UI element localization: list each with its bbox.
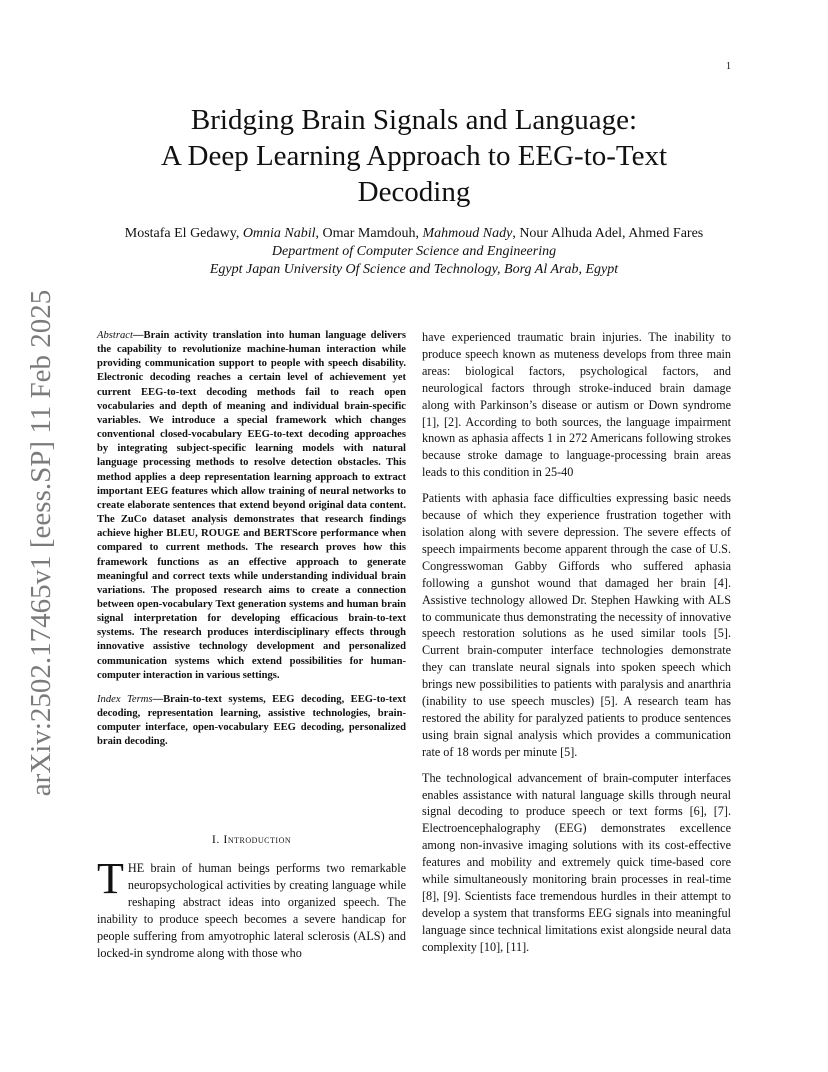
author-department: Department of Computer Science and Engineering xyxy=(271,244,557,259)
author-name: Mostafa El Gedawy xyxy=(124,226,236,241)
right-column xyxy=(422,329,731,965)
intro-text: brain of human beings performs two remarkable neuropsychological activities by creating language while reshaping abstract ideas into organized speech. The inability to produce speech becomes a severe handicap for people suffering from amyotrophic lateral sclerosis (ALS) and locked-in syndrome along with those who xyxy=(97,861,406,960)
title-line: Decoding xyxy=(357,176,471,208)
title-block xyxy=(90,102,738,279)
author-name: Ahmed Fares xyxy=(628,226,704,241)
title-line: A Deep Learning Approach to EEG-to-Text xyxy=(160,140,668,172)
index-terms xyxy=(97,693,406,750)
intro-first-word: HE xyxy=(127,861,145,876)
abstract-label: Abstract xyxy=(97,330,133,341)
author-name: Nour Alhuda Adel xyxy=(519,226,622,241)
index-terms-text: —Brain-to-text systems, EEG decoding, EEG-to-text decoding, representation learning, assistive technologies, brain-computer interface, open-vocabulary EEG decoding, personalized brain decoding. xyxy=(97,693,406,748)
author-affiliation: Egypt Japan University Of Science and Technology, Borg Al Arab, Egypt xyxy=(209,262,619,277)
abstract xyxy=(97,329,406,683)
paper-title xyxy=(90,102,738,210)
author-separator: , xyxy=(415,226,423,241)
page-number: 1 xyxy=(726,61,731,72)
title-line: Bridging Brain Signals and Language: xyxy=(190,104,638,136)
section-heading: I. Introduction xyxy=(211,831,292,846)
body-paragraph: have experienced traumatic brain injuries. The inability to produce speech known as muteness develops from three main areas: biological factors, psychological factors, and neurological factors through stroke-induced brain damage along with Parkinson’s disease or autism or Down syndrome [1], [2]. According to both sources, the language impairment known as aphasia affects 1 in 272 Americans following strokes because stroke damage to language-processing brain areas leads to this condition in 25-40 xyxy=(422,330,731,480)
author-name: Omnia Nabil xyxy=(242,226,316,241)
drop-cap: T xyxy=(97,854,124,904)
body-paragraph: Patients with aphasia face difficulties expressing basic needs because of which they experience frustration together with isolation along with severe depression. The severe effects of speech impairments become apparent through the case of U.S. Congresswoman Gabby Giffords who suffered aphasia following a gunshot wound that damaged her brain [4]. Assistive technology allowed Dr. Stephen Hawking with ALS to communicate thus demonstrating the necessity of innovative speech restoration solutions as he used similar tools [5]. Current brain-computer interface technologies demonstrate they can translate neural signals into spoken speech which brings new possibilities to patients with paralysis and anarthria (inability to use speech muscles) [5]. A research team has restored the ability for paralyzed patients to produce sentences using brain signal analysis which provides a communication rate of 18 words per minute [5]. xyxy=(422,491,731,759)
body-paragraph: The technological advancement of brain-computer interfaces enables assistance with natural language skills through neural signal decoding to produce speech or text forms [6], [7]. Electroencephalography (EEG) demonstrates excellence among non-invasive imaging solutions with its cost-effective features and mobility and extremely quick time-based core while simultaneously monitoring brain processes in real-time [8], [9]. Scientists face tremendous hurdles in their attempt to develop a system that transforms EEG signals into meaningful language since technical limitations exist alongside neural data complexity [10], [11]. xyxy=(422,770,731,954)
author-separator: , xyxy=(621,226,629,241)
author-separator: , xyxy=(315,226,323,241)
author-separator: , xyxy=(512,226,520,241)
index-terms-label: Index Terms xyxy=(97,693,153,705)
abstract-text: —Brain activity translation into human language delivers the capability to revolutionize machine-human interaction while providing communication support to people with speech disability. Electronic decoding reaches a certain level of achievement yet current EEG-to-text decoding methods fail to reach open vocabularies and depth of meaning and individual brain-specific variables. We introduce a special framework which changes conventional closed-vocabulary EEG-to-text decoding approaches by integrating subject-specific learning models with natural language processing methods to resolve detection obstacles. This method applies a deep representation learning approach to extract important EEG features which allow training of neural networks to create elaborate sentences that extend beyond original data content. The ZuCo dataset analysis demonstrates that research findings achieve higher BLEU, ROUGE and BERTScore performance when compared to current methods. The research proves how this framework functions as an effective approach to generate meaningful and correct texts while understanding individual brain variations. The proposed research aims to create a connection between open-vocabulary Text generation systems and human brain signal interpretation for developing efficacious brain-to-text systems. The research produces interdisciplinary effects through innovative assistive technology development and personalized communication systems which extend possibilities for human-computer interaction in various settings. xyxy=(97,330,406,681)
author-separator: , xyxy=(235,226,243,241)
author-name: Mahmoud Nady xyxy=(422,226,513,241)
arxiv-identifier-stamp: arXiv:2502.17465v1 [eess.SP] 11 Feb 2025 xyxy=(25,289,57,797)
left-column xyxy=(97,329,406,974)
author-name: Omar Mamdouh xyxy=(322,226,416,241)
intro-paragraph xyxy=(97,854,406,961)
author-list xyxy=(90,225,738,243)
